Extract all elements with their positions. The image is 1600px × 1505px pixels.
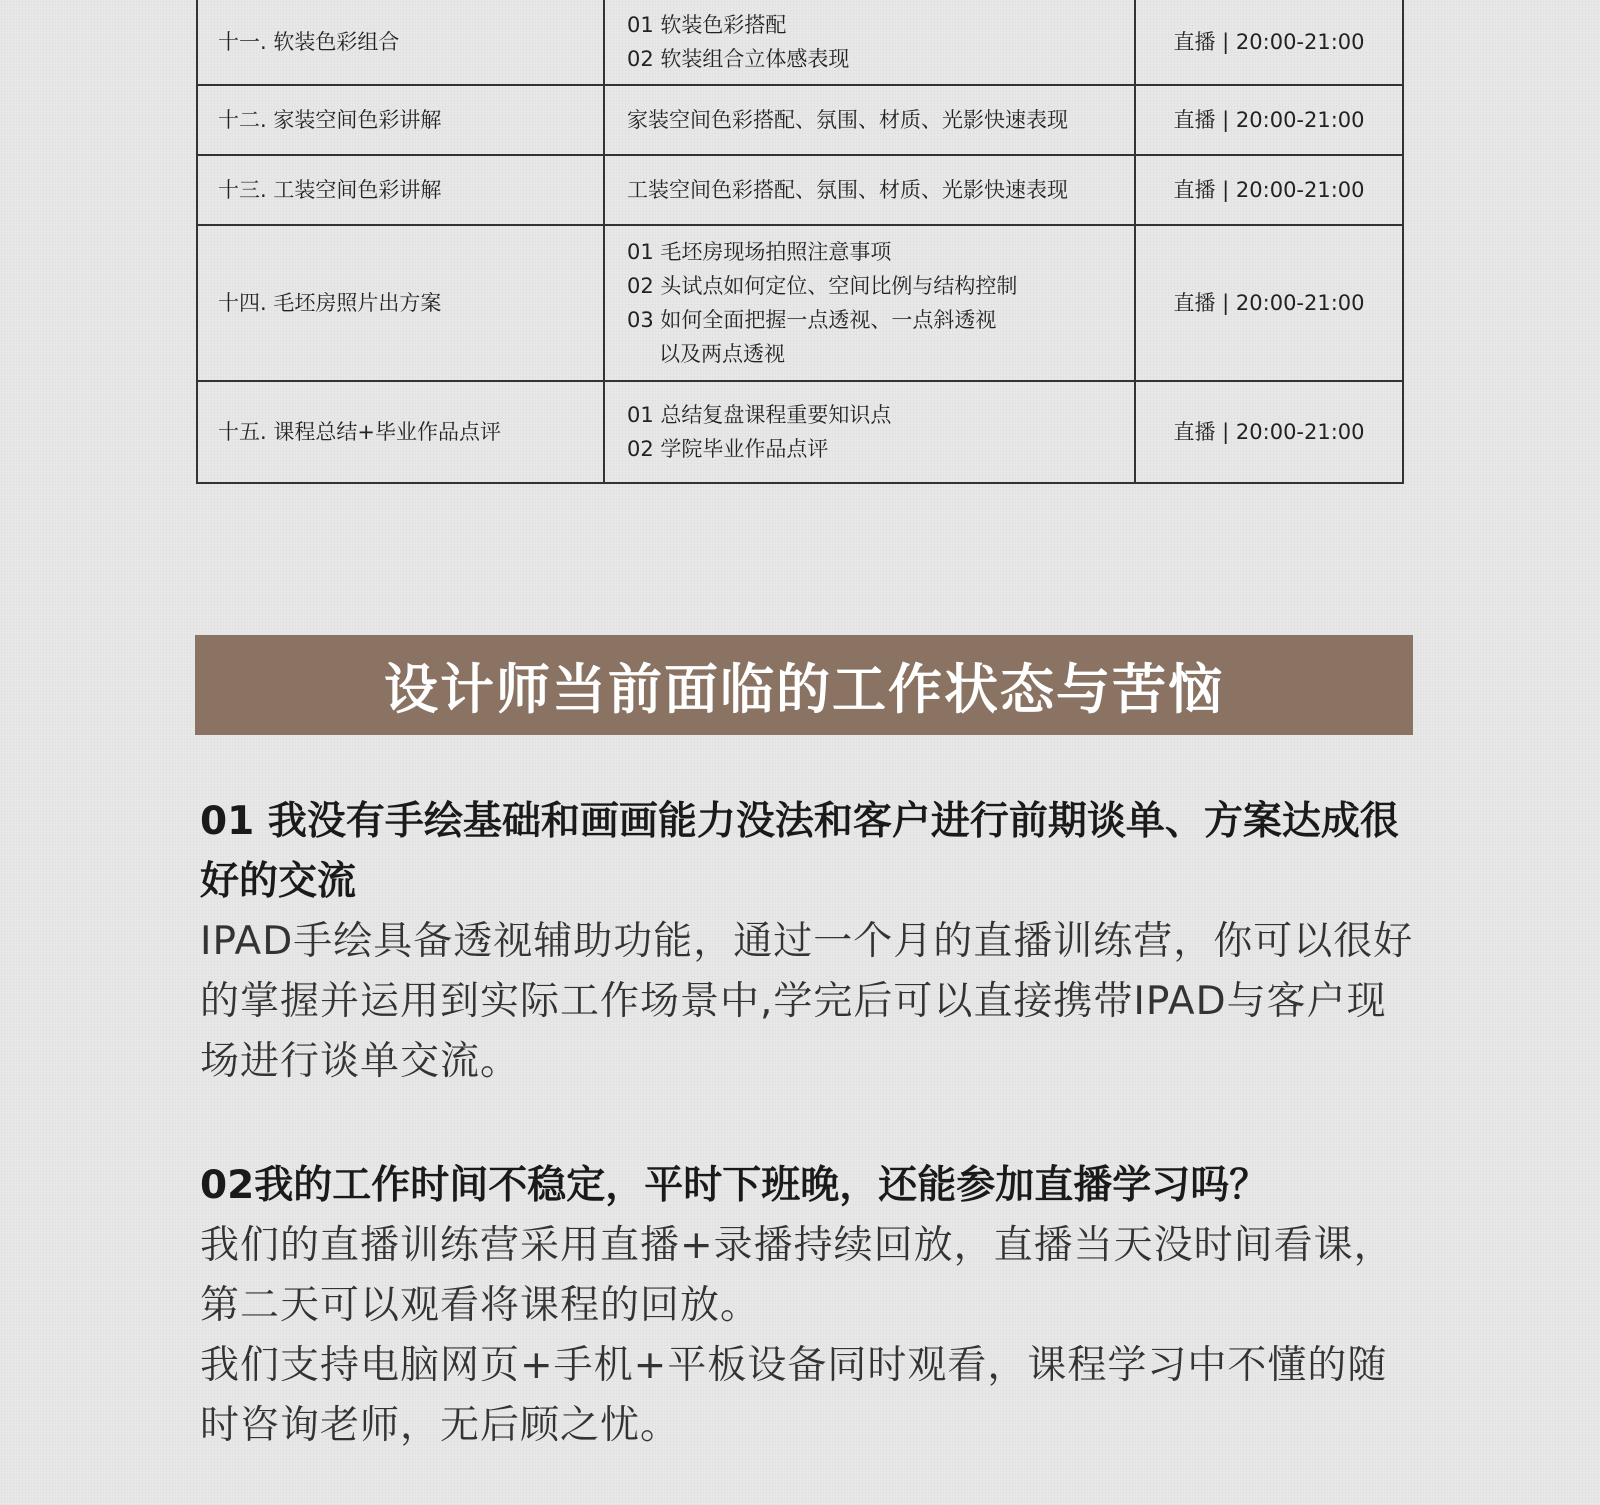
section-title: 设计师当前面临的工作状态与苦恼 (384, 656, 1224, 721)
faq-item (200, 792, 1415, 1092)
table-row (197, 381, 1403, 483)
faq-question: 01 我没有手绘基础和画画能力没法和客户进行前期谈单、方案达成很好的交流 (200, 799, 1399, 904)
lesson-title: 十二. 家装空间色彩讲解 (197, 85, 604, 155)
lesson-content: 01 总结复盘课程重要知识点 02 学院毕业作品点评 (604, 381, 1135, 483)
lesson-time: 直播 | 20:00-21:00 (1135, 0, 1403, 85)
lesson-title: 十四. 毛坯房照片出方案 (197, 225, 604, 381)
faq-answer: 我们支持电脑网页+手机+平板设备同时观看，课程学习中不懂的随时咨询老师，无后顾之忧。 (200, 1343, 1388, 1448)
table-row (197, 155, 1403, 225)
lesson-time: 直播 | 20:00-21:00 (1135, 225, 1403, 381)
section-banner (195, 635, 1413, 735)
table-row (197, 225, 1403, 381)
faq-item (200, 1156, 1415, 1456)
lesson-title: 十三. 工装空间色彩讲解 (197, 155, 604, 225)
lesson-content: 家装空间色彩搭配、氛围、材质、光影快速表现 (604, 85, 1135, 155)
lesson-time: 直播 | 20:00-21:00 (1135, 85, 1403, 155)
table-row (197, 85, 1403, 155)
lesson-title: 十五. 课程总结+毕业作品点评 (197, 381, 604, 483)
faq-question: 02我的工作时间不稳定，平时下班晚，还能参加直播学习吗？ (200, 1163, 1269, 1208)
faq-answer: 我们的直播训练营采用直播+录播持续回放，直播当天没时间看课，第二天可以观看将课程的回放。 (200, 1223, 1394, 1328)
table-row (197, 0, 1403, 85)
lesson-time: 直播 | 20:00-21:00 (1135, 381, 1403, 483)
course-schedule-table (196, 0, 1404, 484)
lesson-content: 01 毛坯房现场拍照注意事项 02 头试点如何定位、空间比例与结构控制 03 如何全面把握一点透视、一点斜透视 以及两点透视 (604, 225, 1135, 381)
lesson-content: 工装空间色彩搭配、氛围、材质、光影快速表现 (604, 155, 1135, 225)
lesson-title: 十一. 软装色彩组合 (197, 0, 604, 85)
faq-answer: IPAD手绘具备透视辅助功能，通过一个月的直播训练营，你可以很好的掌握并运用到实际工作场景中,学完后可以直接携带IPAD与客户现场进行谈单交流。 (200, 919, 1414, 1084)
lesson-content: 01 软装色彩搭配 02 软装组合立体感表现 (604, 0, 1135, 85)
lesson-time: 直播 | 20:00-21:00 (1135, 155, 1403, 225)
